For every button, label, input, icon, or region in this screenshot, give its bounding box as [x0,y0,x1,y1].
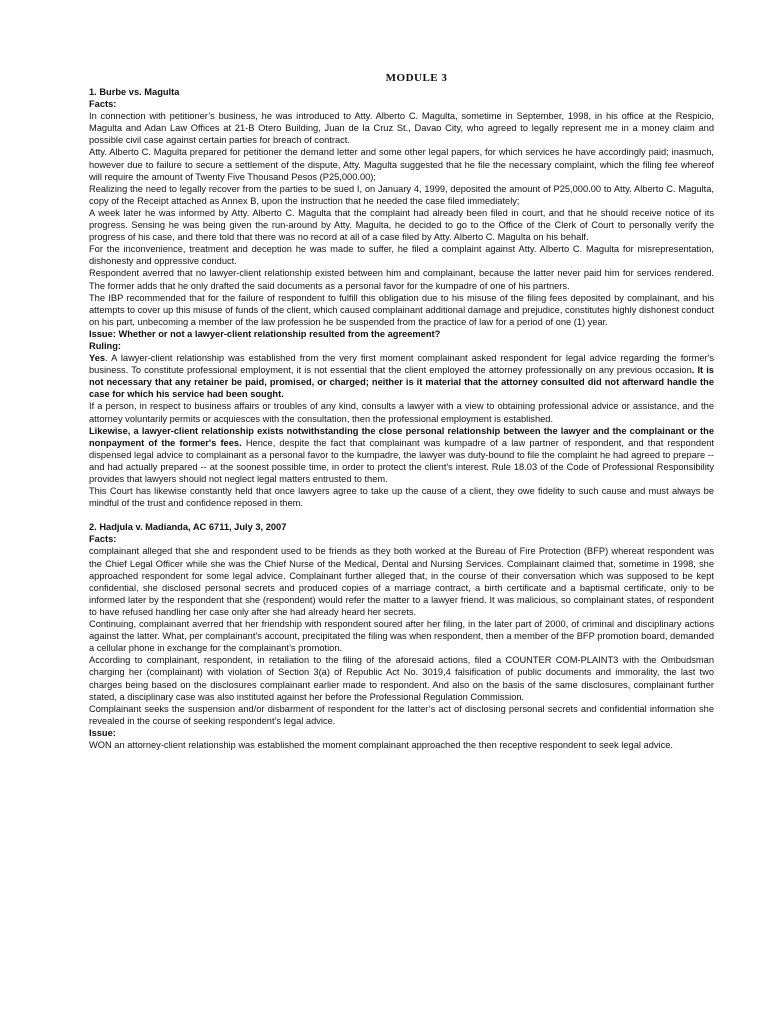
facts-paragraph: Atty. Alberto C. Magulta prepared for petitioner the demand letter and some other legal papers, for which services he have accordingly paid; inasmuch, however due to failure to secure a settlement of the dispute, Atty. Magulta suggested that he file the necessary complaint, which the filing fee whereof will require the amount of Twenty Five Thousand Pesos (P25,000.00); [89,147,714,182]
facts-paragraph: According to complainant, respondent, in retaliation to the filing of the aforesaid actions, filed a COUNTER COM-PLAINT3 with the Ombudsman charging her (complainant) with violation of Section 3(a) of Republic Act No. 3019,4 falsification of public documents and immorality, the last two charges being based on the disclosures complainant earlier made to respondent. And also on the basis of the same disclosures, complainant further stated, a disciplinary case was also instituted against her before the Professional Regulation Commission. [89,655,714,702]
facts-paragraph: Respondent averred that no lawyer-client relationship existed between him and complainant, because the latter never paid him for services rendered. The former adds that he only drafted the said documents as a personal favor for the kumpadre of one of his partners. [89,268,714,291]
ruling-emphasis: Likewise, a lawyer-client relationship exists notwithstanding the close personal relationship between the lawyer and the complainant or the nonpayment of the former's fees. [89,425,714,448]
issue-label: Issue: [89,727,116,738]
case-title: 1. Burbe vs. Magulta [89,87,180,97]
facts-paragraph: Complainant seeks the suspension and/or disbarment of respondent for the latter’s act of disclosing personal secrets and confidential information she revealed in the course of seeking respondent’s legal advice. [89,703,714,726]
ruling-text: Hence, despite the fact that complainant was kumpadre of a law partner of respondent, and that respondent dispensed legal advice to complainant as a personal favor to the kumpadre, the lawyer was duty-bound to file the complaint he had agreed to prepare -- and had actually prepared -- at the soonest possible time, in order to protect the client's interest. Rule 18.03 of the Code of Professional Responsibility provides that lawyers should not neglect legal matters entrusted to them. [89,437,714,484]
ruling-yes: Yes [89,353,106,364]
facts-paragraph: For the inconvenience, treatment and deception he was made to suffer, he filed a complaint against Atty. Alberto C. Magulta for misrepresentation, dishonesty and oppressive conduct. [89,244,714,267]
ruling-emphasis: . It is not necessary that any retainer be paid, promised, or charged; neither is it material that the attorney consulted did not afterward handle the case for which his service had been sought. [89,365,714,400]
facts-paragraph: complainant alleged that she and respondent used to be friends as they both worked at the Bureau of Fire Protection (BFP) whereat respondent was the Chief Legal Officer while she was the Chief Nurse of the Medical, Dental and Nursing Services. Complainant claimed that, sometime in 1998, she approached respondent for some legal advice. Complainant further alleged that, in the course of their conversation which was supposed to be kept confidential, she disclosed personal secrets and produced copies of a marriage contract, a birth certificate and a baptismal certificate, only to be informed later by the respondent that she (respondent) would refer the matter to a lawyer friend. It was malicious, so complainant states, of respondent to have refused handling her case only after she had already heard her secrets. [89,546,714,617]
ruling-text: . A lawyer-client relationship was established from the very first moment complainant asked respondent for legal advice regarding the former's business. To constitute professional employment, it is not essential that the client employed the attorney professionally on any previous occasion [89,353,714,376]
ruling-paragraph [89,352,714,400]
facts-label: Facts: [89,99,117,110]
ruling-paragraph [89,425,714,485]
facts-label: Facts: [89,534,117,545]
ruling-paragraph: This Court has likewise constantly held that once lawyers agree to take up the cause of a client, they owe fidelity to such cause and must always be mindful of the trust and confidence reposed in them. [89,486,714,509]
facts-paragraph: A week later he was informed by Atty. Alberto C. Magulta that the complaint had already been filed in court, and that he should receive notice of its progress. Sensing he was being given the run-around by Atty. Magulta, he decided to go to the Office of the Clerk of Court to personally verify the progress of his case, and there told that there was no record at all of a case filed by Atty. Alberto C. Magulta on his behalf. [89,207,714,243]
issue-paragraph: WON an attorney-client relationship was established the moment complainant approached the then receptive respondent to seek legal advice. [89,739,673,750]
facts-paragraph: Continuing, complainant averred that her friendship with respondent soured after her filing, in the later part of 2000, of criminal and disciplinary actions against the latter. What, per complainant’s account, precipitated the filing was when respondent, then a member of the BFP promotion board, demanded a cellular phone in exchange for the complainant’s promotion. [89,619,714,654]
ruling-label: Ruling: [89,340,122,351]
case-title: 2. Hadjula v. Madianda, AC 6711, July 3, 2007 [89,522,287,533]
case-1 [89,86,714,509]
ruling-paragraph: If a person, in respect to business affairs or troubles of any kind, consults a lawyer with a view to obtaining professional advice or assistance, and the attorney voluntarily permits or acquiesces with the consultation, then the professional employment is established. [89,401,714,424]
issue-heading: Issue: Whether or not a lawyer-client relationship resulted from the agreement? [89,328,441,339]
case-2 [89,521,714,751]
facts-paragraph: The IBP recommended that for the failure of respondent to fulfill this obligation due to his misuse of the filing fees deposited by complainant, and his attempts to cover up this misuse of funds of the client, which caused complainant additional damage and prejudice, constitutes highly dishonest conduct on his part, unbecoming a member of the law profession he be suspended from the practice of law for a period of one (1) year. [89,292,714,327]
facts-paragraph: Realizing the need to legally recover from the parties to be sued I, on January 4, 1999, deposited the amount of P25,000.00 to Atty. Alberto C. Magulta, copy of the Receipt attached as Annex B, upon the instruction that he needed the case filed immediately; [89,183,714,206]
module-title: MODULE 3 [385,72,448,84]
facts-paragraph: In connection with petitioner’s business, he was introduced to Atty. Alberto C. Magulta, sometime in September, 1998, in his office at the Respicio, Magulta and Adan Law Offices at 21-B Otero Building, Juan de la Cruz St., Davao City, who agreed to legally represent me in a money claim and possible civil case against certain parties for breach of contract. [89,111,714,146]
